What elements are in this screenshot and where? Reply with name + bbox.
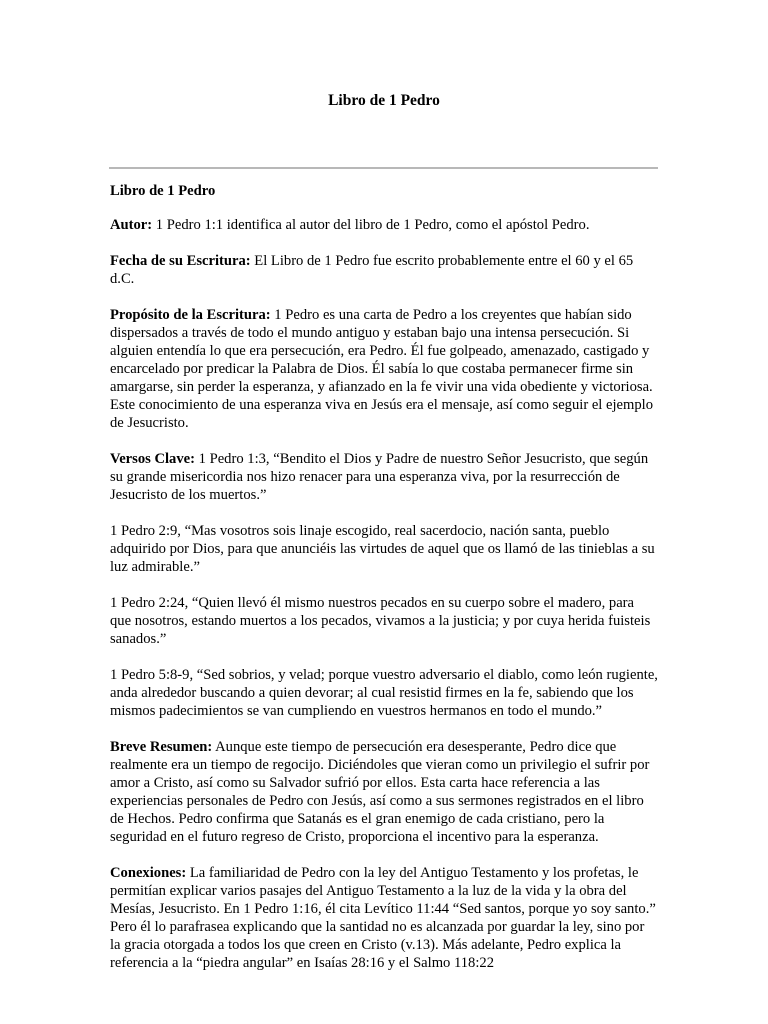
- paragraph-versos-clave: [110, 450, 658, 504]
- text-versos-clave: 1 Pedro 1:3, “Bendito el Dios y Padre de nuestro Señor Jesucristo, que según su grande misericordia nos hizo renacer para una esperanza viva, por la resurrección de Jesucristo de los muertos.”: [110, 451, 649, 503]
- paragraph-autor: [110, 216, 658, 234]
- text-conexiones: La familiaridad de Pedro con la ley del Antiguo Testamento y los profetas, le permitían explicar varios pasajes del Antiguo Testamento a la luz de la vida y la obra del Mesías, Jesucristo. En 1 Pedro 1:16, él cita Levítico 11:44 “Sed santos, porque yo soy santo.” Pero él lo parafrasea explicando que la santidad no es alcanzada por guardar la ley, sino por la gracia otorgada a todos los que creen en Cristo (v.13). Más adelante, Pedro explica la referencia a la “piedra angular” en Isaías 28:16 y el Salmo 118:22: [110, 865, 656, 971]
- paragraph-verse: 1 Pedro 2:24, “Quien llevó él mismo nuestros pecados en su cuerpo sobre el madero, para que nosotros, estando muertos a los pecados, vivamos a la justicia; y por cuya herida fuisteis sanados.”: [110, 595, 651, 647]
- page-title: Libro de 1 Pedro: [328, 92, 440, 109]
- section-heading: [110, 182, 658, 200]
- label-resumen: Breve Resumen:: [110, 739, 213, 755]
- label-fecha: Fecha de su Escritura:: [110, 253, 251, 269]
- document-body: [110, 182, 658, 990]
- section-heading-text: Libro de 1 Pedro: [110, 183, 216, 199]
- paragraph-verse: 1 Pedro 5:8-9, “Sed sobrios, y velad; porque vuestro adversario el diablo, como león rugiente, anda alrededor buscando a quien devorar; al cual resistid firmes en la fe, sabiendo que los mismos padecimientos se van cumpliendo en vuestros hermanos en todo el mundo.”: [110, 667, 658, 719]
- text-resumen: Aunque este tiempo de persecución era desesperante, Pedro dice que realmente era un tiempo de regocijo. Diciéndoles que vieran como un privilegio el sufrir por amor a Cristo, así como su Salvador sufrió por ellos. Esta carta hace referencia a las experiencias personales de Pedro con Jesús, así como a sus sermones registrados en el libro de Hechos. Pedro confirma que Satanás es el gran enemigo de cada cristiano, pero la seguridad en el futuro regreso de Cristo, proporciona el incentivo para la esperanza.: [110, 739, 650, 845]
- paragraph-verse: 1 Pedro 2:9, “Mas vosotros sois linaje escogido, real sacerdocio, nación santa, pueblo adquirido por Dios, para que anunciéis las virtudes de aquel que os llamó de las tinieblas a su luz admirable.”: [110, 523, 655, 575]
- divider: [109, 167, 658, 169]
- label-conexiones: Conexiones:: [110, 865, 187, 881]
- text-autor: 1 Pedro 1:1 identifica al autor del libro de 1 Pedro, como el apóstol Pedro.: [152, 217, 590, 233]
- label-versos-clave: Versos Clave:: [110, 451, 195, 467]
- paragraph-fecha: [110, 252, 658, 288]
- paragraph-conexiones: [110, 864, 658, 972]
- paragraph-proposito: [110, 306, 658, 432]
- label-autor: Autor:: [110, 217, 153, 233]
- text-proposito: 1 Pedro es una carta de Pedro a los creyentes que habían sido dispersados a través de todo el mundo antiguo y estaban bajo una intensa persecución. Si alguien entendía lo que era persecución, era Pedro. Él fue golpeado, amenazado, castigado y encarcelado por predicar la Palabra de Dios. Él sabía lo que costaba permanecer firme sin amargarse, sin perder la esperanza, y afianzado en la fe vivir una vida obediente y victoriosa. Este conocimiento de una esperanza viva en Jesús era el mensaje, así como seguir el ejemplo de Jesucristo.: [110, 307, 654, 431]
- paragraph-resumen: [110, 738, 658, 846]
- text-fecha: El Libro de 1 Pedro fue escrito probablemente entre el 60 y el 65 d.C.: [110, 253, 634, 287]
- label-proposito: Propósito de la Escritura:: [110, 307, 271, 323]
